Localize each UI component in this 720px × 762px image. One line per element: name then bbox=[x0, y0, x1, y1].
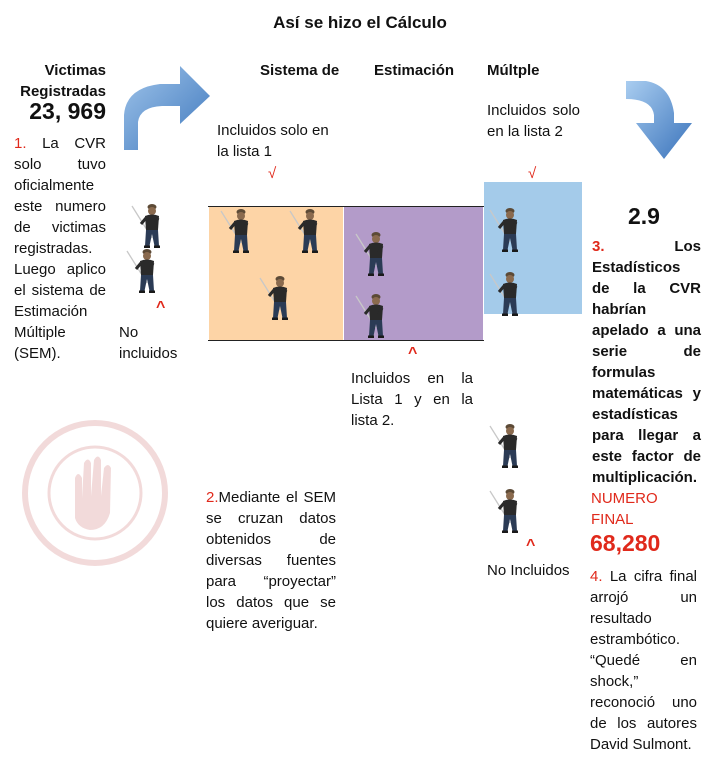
step1-number: 1. bbox=[14, 135, 27, 152]
curved-arrow-right-icon bbox=[118, 60, 218, 160]
person-with-stick-icon bbox=[288, 205, 328, 255]
step1-body: La CVR solo tuvo oficialmente este numero de victimas registradas. Luego aplico el sistema de Estimación Múltiple (SEM). bbox=[14, 135, 106, 362]
step4-body: La cifra final arrojó un resultado estrambótico. “Quedé en shock,” reconoció uno de los autores David Sulmont. bbox=[590, 568, 697, 753]
final-number: 68,280 bbox=[590, 530, 661, 556]
check-mark: √ bbox=[268, 165, 277, 182]
list1-label: Incluidos solo en la lista 1 bbox=[217, 122, 329, 160]
person-with-stick-icon bbox=[125, 245, 165, 295]
person-with-stick-icon bbox=[354, 290, 394, 340]
boxes-bottom-line bbox=[208, 340, 484, 341]
person-with-stick-icon bbox=[488, 204, 528, 254]
caret-mark: ^ bbox=[408, 345, 418, 362]
step3-number: 3. bbox=[592, 238, 605, 255]
victims-count: 23, 969 bbox=[29, 98, 106, 124]
curved-arrow-down-icon bbox=[622, 75, 702, 163]
page-title: Así se hizo el Cálculo bbox=[273, 13, 447, 32]
step3-text bbox=[592, 236, 701, 488]
person-with-stick-icon bbox=[488, 268, 528, 318]
person-with-stick-icon bbox=[130, 200, 170, 250]
step4-number: 4. bbox=[590, 568, 603, 585]
step2-number: 2. bbox=[206, 489, 219, 506]
step4-text bbox=[590, 566, 697, 755]
no-included-right-label: No Incluidos bbox=[487, 562, 570, 579]
check-mark: √ bbox=[528, 165, 537, 182]
caret-mark: ^ bbox=[526, 537, 536, 554]
estimacion-header: Estimación bbox=[374, 62, 455, 79]
multiple-header: Múltple bbox=[487, 62, 540, 79]
step1-text bbox=[14, 133, 106, 364]
person-with-stick-icon bbox=[488, 485, 528, 535]
step3-body: Los Estadísticos de la CVR habrían apelado a una serie de formulas matemáticas y estadísticas para llegar a este factor de multiplicación. bbox=[592, 238, 701, 486]
person-with-stick-icon bbox=[488, 420, 528, 470]
person-with-stick-icon bbox=[219, 205, 259, 255]
multiplication-factor: 2.9 bbox=[628, 203, 660, 229]
step2-text bbox=[206, 487, 336, 634]
person-with-stick-icon bbox=[354, 228, 394, 278]
victims-header: Victimas Registradas bbox=[20, 62, 106, 100]
list2-label: Incluidos solo en la lista 2 bbox=[487, 102, 580, 140]
final-number-label: NUMERO FINAL bbox=[591, 490, 658, 528]
step2-body: Mediante el SEM se cruzan datos obtenidos de diversas fuentes para “proyectar” los datos que se quiere averiguar. bbox=[206, 489, 336, 632]
both-lists-label: Incluidos en la Lista 1 y en la lista 2. bbox=[351, 370, 473, 429]
watermark-logo bbox=[20, 418, 170, 568]
person-with-stick-icon bbox=[258, 272, 298, 322]
caret-mark: ^ bbox=[156, 299, 166, 316]
no-included-left-label: No incluidos bbox=[119, 324, 178, 362]
sistema-header: Sistema de bbox=[260, 62, 340, 79]
